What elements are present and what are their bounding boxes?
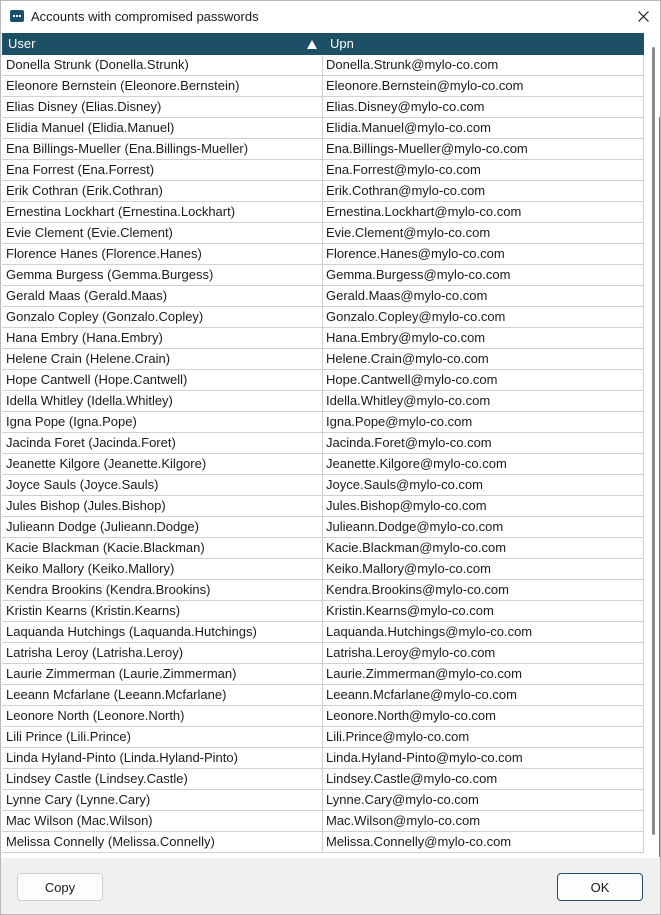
cell-user[interactable]: Ena Forrest (Ena.Forrest) <box>2 160 323 180</box>
cell-user[interactable]: Hope Cantwell (Hope.Cantwell) <box>2 370 323 390</box>
cell-user[interactable]: Joyce Sauls (Joyce.Sauls) <box>2 475 323 495</box>
cell-user[interactable]: Ena Billings-Mueller (Ena.Billings-Mueller) <box>2 139 323 159</box>
table-row[interactable] <box>2 622 644 643</box>
column-header-user-label: User <box>8 36 36 51</box>
cell-upn[interactable]: Ena.Forrest@mylo-co.com <box>323 160 644 180</box>
cell-upn[interactable]: Kendra.Brookins@mylo-co.com <box>323 580 644 600</box>
table-row[interactable] <box>2 643 644 664</box>
table-row[interactable] <box>2 118 644 139</box>
table-row[interactable] <box>2 496 644 517</box>
sort-ascending-icon <box>307 40 317 49</box>
cell-user[interactable]: Kendra Brookins (Kendra.Brookins) <box>2 580 323 600</box>
cell-upn[interactable]: Ernestina.Lockhart@mylo-co.com <box>323 202 644 222</box>
table-row[interactable] <box>2 433 644 454</box>
copy-button[interactable]: Copy <box>17 873 103 901</box>
cell-user[interactable]: Linda Hyland-Pinto (Linda.Hyland-Pinto) <box>2 748 323 768</box>
cell-user[interactable]: Florence Hanes (Florence.Hanes) <box>2 244 323 264</box>
cell-upn[interactable]: Jacinda.Foret@mylo-co.com <box>323 433 644 453</box>
cell-user[interactable]: Lynne Cary (Lynne.Cary) <box>2 790 323 810</box>
table-row[interactable] <box>2 727 644 748</box>
cell-user[interactable]: Jeanette Kilgore (Jeanette.Kilgore) <box>2 454 323 474</box>
cell-upn[interactable]: Idella.Whitley@mylo-co.com <box>323 391 644 411</box>
title-bar <box>1 1 660 32</box>
cell-upn[interactable]: Helene.Crain@mylo-co.com <box>323 349 644 369</box>
table-row[interactable] <box>2 139 644 160</box>
ok-button[interactable]: OK <box>557 873 643 901</box>
cell-user[interactable]: Leonore North (Leonore.North) <box>2 706 323 726</box>
table-row[interactable] <box>2 286 644 307</box>
cell-upn[interactable]: Leonore.North@mylo-co.com <box>323 706 644 726</box>
cell-upn[interactable]: Igna.Pope@mylo-co.com <box>323 412 644 432</box>
cell-user[interactable]: Melissa Connelly (Melissa.Connelly) <box>2 832 323 852</box>
table-row[interactable] <box>2 811 644 832</box>
table-row[interactable] <box>2 538 644 559</box>
table-row[interactable] <box>2 454 644 475</box>
cell-user[interactable]: Idella Whitley (Idella.Whitley) <box>2 391 323 411</box>
cell-upn[interactable]: Lindsey.Castle@mylo-co.com <box>323 769 644 789</box>
column-header-user[interactable] <box>2 33 323 55</box>
cell-user[interactable]: Jules Bishop (Jules.Bishop) <box>2 496 323 516</box>
cell-user[interactable]: Latrisha Leroy (Latrisha.Leroy) <box>2 643 323 663</box>
table-row[interactable] <box>2 601 644 622</box>
cell-upn[interactable]: Lynne.Cary@mylo-co.com <box>323 790 644 810</box>
cell-user[interactable]: Leeann Mcfarlane (Leeann.Mcfarlane) <box>2 685 323 705</box>
cell-upn[interactable]: Laquanda.Hutchings@mylo-co.com <box>323 622 644 642</box>
cell-upn[interactable]: Gerald.Maas@mylo-co.com <box>323 286 644 306</box>
cell-user[interactable]: Ernestina Lockhart (Ernestina.Lockhart) <box>2 202 323 222</box>
cell-user[interactable]: Gonzalo Copley (Gonzalo.Copley) <box>2 307 323 327</box>
cell-upn[interactable]: Gemma.Burgess@mylo-co.com <box>323 265 644 285</box>
column-header-upn[interactable] <box>323 33 644 55</box>
cell-upn[interactable]: Kristin.Kearns@mylo-co.com <box>323 601 644 621</box>
cell-upn[interactable]: Julieann.Dodge@mylo-co.com <box>323 517 644 537</box>
cell-upn[interactable]: Jeanette.Kilgore@mylo-co.com <box>323 454 644 474</box>
cell-upn[interactable]: Eleonore.Bernstein@mylo-co.com <box>323 76 644 96</box>
cell-upn[interactable]: Mac.Wilson@mylo-co.com <box>323 811 644 831</box>
cell-user[interactable]: Gerald Maas (Gerald.Maas) <box>2 286 323 306</box>
grid-rows <box>2 55 644 853</box>
table-row[interactable] <box>2 328 644 349</box>
cell-upn[interactable]: Gonzalo.Copley@mylo-co.com <box>323 307 644 327</box>
table-row[interactable] <box>2 412 644 433</box>
table-row[interactable] <box>2 76 644 97</box>
window-title: Accounts with compromised passwords <box>31 9 259 24</box>
cell-upn[interactable]: Linda.Hyland-Pinto@mylo-co.com <box>323 748 644 768</box>
table-row[interactable] <box>2 223 644 244</box>
table-row[interactable] <box>2 181 644 202</box>
cell-upn[interactable]: Laurie.Zimmerman@mylo-co.com <box>323 664 644 684</box>
cell-upn[interactable]: Hope.Cantwell@mylo-co.com <box>323 370 644 390</box>
cell-upn[interactable]: Florence.Hanes@mylo-co.com <box>323 244 644 264</box>
cell-upn[interactable]: Evie.Clement@mylo-co.com <box>323 223 644 243</box>
app-icon <box>10 10 24 22</box>
cell-upn[interactable]: Melissa.Connelly@mylo-co.com <box>323 832 644 852</box>
table-row[interactable] <box>2 202 644 223</box>
cell-user[interactable]: Laurie Zimmerman (Laurie.Zimmerman) <box>2 664 323 684</box>
table-row[interactable] <box>2 559 644 580</box>
cell-user[interactable]: Keiko Mallory (Keiko.Mallory) <box>2 559 323 579</box>
cell-user[interactable]: Eleonore Bernstein (Eleonore.Bernstein) <box>2 76 323 96</box>
cell-upn[interactable]: Joyce.Sauls@mylo-co.com <box>323 475 644 495</box>
scrollbar-thumb[interactable] <box>652 47 655 835</box>
cell-upn[interactable]: Elias.Disney@mylo-co.com <box>323 97 644 117</box>
table-row[interactable] <box>2 370 644 391</box>
cell-user[interactable]: Laquanda Hutchings (Laquanda.Hutchings) <box>2 622 323 642</box>
table-row[interactable] <box>2 580 644 601</box>
close-icon <box>638 11 649 22</box>
close-button[interactable] <box>631 4 655 28</box>
cell-user[interactable]: Kacie Blackman (Kacie.Blackman) <box>2 538 323 558</box>
grid-header <box>2 33 644 55</box>
cell-upn[interactable]: Keiko.Mallory@mylo-co.com <box>323 559 644 579</box>
table-row[interactable] <box>2 685 644 706</box>
cell-upn[interactable]: Leeann.Mcfarlane@mylo-co.com <box>323 685 644 705</box>
cell-user[interactable]: Kristin Kearns (Kristin.Kearns) <box>2 601 323 621</box>
table-row[interactable] <box>2 307 644 328</box>
cell-user[interactable]: Mac Wilson (Mac.Wilson) <box>2 811 323 831</box>
table-row[interactable] <box>2 97 644 118</box>
table-row[interactable] <box>2 832 644 853</box>
cell-upn[interactable]: Hana.Embry@mylo-co.com <box>323 328 644 348</box>
cell-upn[interactable]: Elidia.Manuel@mylo-co.com <box>323 118 644 138</box>
cell-user[interactable]: Julieann Dodge (Julieann.Dodge) <box>2 517 323 537</box>
cell-upn[interactable]: Kacie.Blackman@mylo-co.com <box>323 538 644 558</box>
table-row[interactable] <box>2 349 644 370</box>
cell-upn[interactable]: Ena.Billings-Mueller@mylo-co.com <box>323 139 644 159</box>
cell-upn[interactable]: Lili.Prince@mylo-co.com <box>323 727 644 747</box>
table-row[interactable] <box>2 160 644 181</box>
cell-user[interactable]: Donella Strunk (Donella.Strunk) <box>2 55 323 75</box>
vertical-scrollbar[interactable] <box>649 33 659 857</box>
cell-user[interactable]: Elias Disney (Elias.Disney) <box>2 97 323 117</box>
cell-user[interactable]: Helene Crain (Helene.Crain) <box>2 349 323 369</box>
table-row[interactable] <box>2 475 644 496</box>
table-row[interactable] <box>2 769 644 790</box>
table-row[interactable] <box>2 55 644 76</box>
cell-upn[interactable]: Jules.Bishop@mylo-co.com <box>323 496 644 516</box>
cell-user[interactable]: Evie Clement (Evie.Clement) <box>2 223 323 243</box>
table-row[interactable] <box>2 391 644 412</box>
table-row[interactable] <box>2 664 644 685</box>
cell-user[interactable]: Erik Cothran (Erik.Cothran) <box>2 181 323 201</box>
cell-user[interactable]: Lindsey Castle (Lindsey.Castle) <box>2 769 323 789</box>
cell-user[interactable]: Hana Embry (Hana.Embry) <box>2 328 323 348</box>
cell-user[interactable]: Igna Pope (Igna.Pope) <box>2 412 323 432</box>
cell-upn[interactable]: Donella.Strunk@mylo-co.com <box>323 55 644 75</box>
cell-user[interactable]: Lili Prince (Lili.Prince) <box>2 727 323 747</box>
window-edge-accent <box>659 117 660 857</box>
cell-upn[interactable]: Latrisha.Leroy@mylo-co.com <box>323 643 644 663</box>
cell-user[interactable]: Gemma Burgess (Gemma.Burgess) <box>2 265 323 285</box>
table-row[interactable] <box>2 748 644 769</box>
cell-user[interactable]: Jacinda Foret (Jacinda.Foret) <box>2 433 323 453</box>
table-row[interactable] <box>2 790 644 811</box>
table-row[interactable] <box>2 244 644 265</box>
table-row[interactable] <box>2 706 644 727</box>
cell-upn[interactable]: Erik.Cothran@mylo-co.com <box>323 181 644 201</box>
table-row[interactable] <box>2 265 644 286</box>
column-header-upn-label: Upn <box>330 36 354 51</box>
dialog-footer <box>1 858 660 914</box>
accounts-grid[interactable] <box>2 33 644 857</box>
cell-user[interactable]: Elidia Manuel (Elidia.Manuel) <box>2 118 323 138</box>
table-row[interactable] <box>2 517 644 538</box>
